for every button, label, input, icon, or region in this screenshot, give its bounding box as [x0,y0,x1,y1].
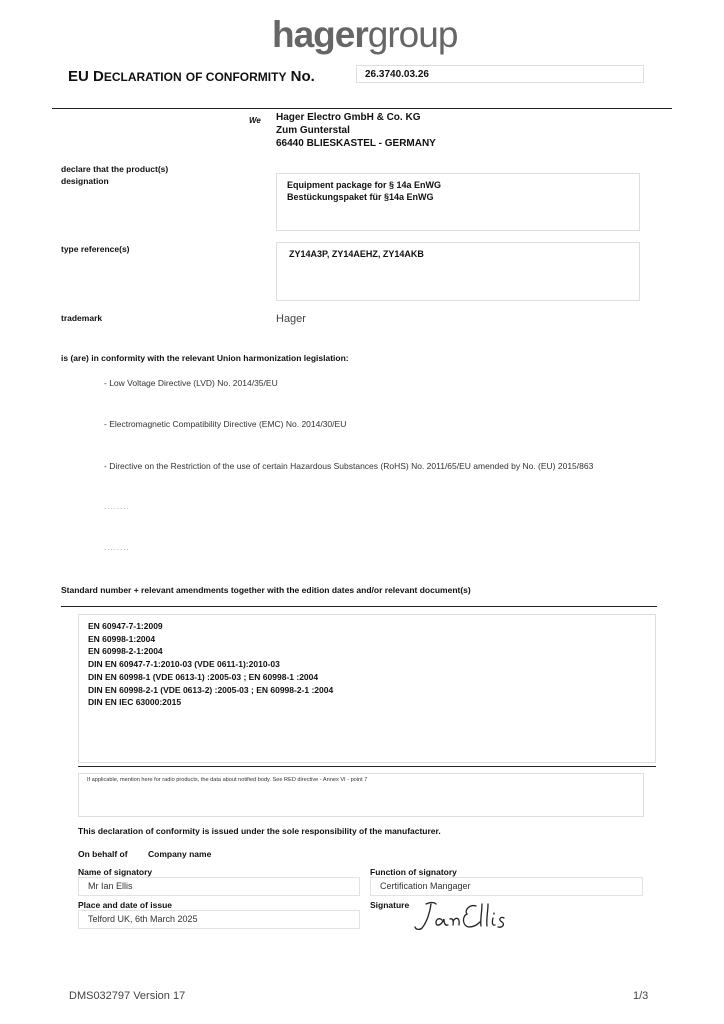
manufacturer-name: Hager Electro GmbH & Co. KG [276,112,421,123]
on-behalf-label: On behalf of [78,849,128,859]
standard-item: EN 60947-7-1:2009 [88,621,163,631]
standards-bottom-divider [78,766,656,767]
legislation-intro: is (are) in conformity with the relevant Union harmonization legislation: [61,353,349,363]
hager-group-logo [272,14,457,56]
logo-light-text: group [367,14,458,55]
company-name-label: Company name [148,849,212,859]
type-reference-label: type reference(s) [61,244,130,254]
name-of-signatory-field[interactable]: Mr Ian Ellis [78,877,360,896]
we-label: We [249,116,261,125]
signature-image [412,898,512,934]
standard-item: DIN EN 60998-2-1 (VDE 0613-2) :2005-03 ; EN 60998-2-1 :2004 [88,684,334,695]
name-of-signatory-label: Name of signatory [78,867,153,877]
directive-placeholder: ........ [104,543,130,552]
type-reference-field[interactable]: ZY14A3P, ZY14AEHZ, ZY14AKB [276,242,640,301]
document-id: DMS032797 Version 17 [69,990,186,1002]
page-title: EU DECLARATION OF CONFORMITY No. [68,68,315,85]
function-of-signatory-label: Function of signatory [370,867,457,877]
responsibility-statement: This declaration of conformity is issued under the sole responsibility of the manufacturer. [78,826,441,836]
declare-label: declare that the product(s) designation [61,164,169,186]
designation-field[interactable]: Equipment package for § 14a EnWG Bestückungspaket für §14a EnWG [276,173,640,231]
place-date-label: Place and date of issue [78,900,173,910]
standard-item: EN 60998-2-1:2004 [88,646,163,657]
trademark-value: Hager [276,313,306,325]
standards-divider [61,606,657,607]
manufacturer-street: Zum Gunterstal [276,125,350,136]
function-of-signatory-field[interactable]: Certification Mangager [370,877,643,896]
radio-products-note-field[interactable]: If applicable, mention here for radio products, the data about notified body. See RED directive - Annex VI - point 7 [78,773,644,817]
handwritten-signature [412,898,512,939]
standard-item: DIN EN IEC 63000:2015 [88,697,182,708]
logo-bold-text: hager [272,14,368,55]
place-date-field[interactable]: Telford UK, 6th March 2025 [78,910,360,929]
standards-field[interactable] [78,614,656,763]
manufacturer-city: 66440 BLIESKASTEL - GERMANY [276,138,436,149]
declaration-number-field[interactable]: 26.3740.03.26 [356,65,644,83]
manufacturer-address [276,111,436,150]
directive-rohs: - Directive on the Restriction of the use of certain Hazardous Substances (RoHS) No. 2011/65/EU amended by No. (EU) 2015/863 [104,461,594,471]
page-number: 1/3 [633,990,649,1002]
standard-item: DIN EN 60998-1 (VDE 0613-1) :2005-03 ; EN 60998-1 :2004 [88,671,319,682]
standards-heading: Standard number + relevant amendments together with the edition dates and/or relevant document(s) [61,585,471,595]
directive-lvd: - Low Voltage Directive (LVD) No. 2014/35/EU [104,378,278,388]
directive-emc: - Electromagnetic Compatibility Directive (EMC) No. 2014/30/EU [104,419,347,429]
standard-item: DIN EN 60947-7-1:2010-03 (VDE 0611-1):2010-03 [88,659,280,670]
standard-item: EN 60998-1:2004 [88,633,156,644]
directive-placeholder: ........ [104,502,130,511]
header-divider [52,108,672,109]
signature-label: Signature [370,900,410,910]
trademark-label: trademark [61,313,103,323]
